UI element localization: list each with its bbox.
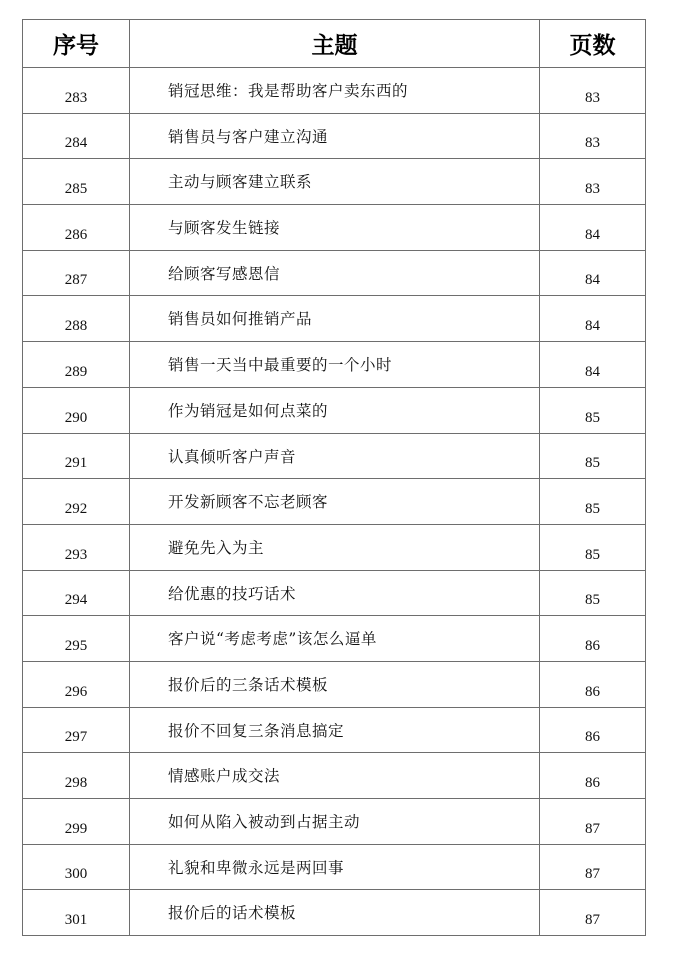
row-page: 83 xyxy=(540,113,646,159)
row-page: 87 xyxy=(540,844,646,890)
row-topic: 销售员如何推销产品 xyxy=(130,296,540,342)
table-row xyxy=(23,113,646,159)
row-number: 292 xyxy=(23,479,130,525)
row-page: 86 xyxy=(540,616,646,662)
row-topic: 认真倾听客户声音 xyxy=(130,433,540,479)
row-page: 86 xyxy=(540,661,646,707)
table-row xyxy=(23,250,646,296)
table-row xyxy=(23,799,646,845)
row-topic: 报价后的话术模板 xyxy=(130,890,540,936)
row-number: 283 xyxy=(23,68,130,114)
row-number: 288 xyxy=(23,296,130,342)
row-number: 298 xyxy=(23,753,130,799)
table-row xyxy=(23,159,646,205)
table-row xyxy=(23,296,646,342)
row-topic: 情感账户成交法 xyxy=(130,753,540,799)
row-topic: 销售一天当中最重要的一个小时 xyxy=(130,342,540,388)
row-number: 295 xyxy=(23,616,130,662)
row-topic: 销冠思维：我是帮助客户卖东西的 xyxy=(130,68,540,114)
row-topic: 开发新顾客不忘老顾客 xyxy=(130,479,540,525)
row-topic: 客户说“考虑考虑”该怎么逼单 xyxy=(130,616,540,662)
row-topic: 避免先入为主 xyxy=(130,524,540,570)
row-number: 301 xyxy=(23,890,130,936)
row-page: 86 xyxy=(540,707,646,753)
row-page: 87 xyxy=(540,890,646,936)
row-number: 294 xyxy=(23,570,130,616)
row-number: 286 xyxy=(23,205,130,251)
row-number: 297 xyxy=(23,707,130,753)
row-number: 300 xyxy=(23,844,130,890)
row-number: 296 xyxy=(23,661,130,707)
table-row xyxy=(23,387,646,433)
row-page: 85 xyxy=(540,433,646,479)
table-row xyxy=(23,661,646,707)
table-row xyxy=(23,342,646,388)
row-page: 85 xyxy=(540,479,646,525)
row-page: 85 xyxy=(540,387,646,433)
row-number: 293 xyxy=(23,524,130,570)
row-page: 84 xyxy=(540,205,646,251)
row-number: 285 xyxy=(23,159,130,205)
row-topic: 销售员与客户建立沟通 xyxy=(130,113,540,159)
header-page: 页数 xyxy=(540,20,646,68)
row-topic: 主动与顾客建立联系 xyxy=(130,159,540,205)
row-topic: 报价不回复三条消息搞定 xyxy=(130,707,540,753)
table-row xyxy=(23,205,646,251)
row-page: 85 xyxy=(540,570,646,616)
table-row xyxy=(23,753,646,799)
row-topic: 报价后的三条话术模板 xyxy=(130,661,540,707)
row-page: 85 xyxy=(540,524,646,570)
row-number: 287 xyxy=(23,250,130,296)
row-topic: 给顾客写感恩信 xyxy=(130,250,540,296)
row-page: 83 xyxy=(540,159,646,205)
row-topic: 礼貌和卑微永远是两回事 xyxy=(130,844,540,890)
row-number: 289 xyxy=(23,342,130,388)
table-row xyxy=(23,616,646,662)
row-page: 84 xyxy=(540,296,646,342)
row-topic: 与顾客发生链接 xyxy=(130,205,540,251)
row-page: 84 xyxy=(540,250,646,296)
table-row xyxy=(23,479,646,525)
table-row xyxy=(23,433,646,479)
row-topic: 给优惠的技巧话术 xyxy=(130,570,540,616)
row-page: 87 xyxy=(540,799,646,845)
table-row xyxy=(23,844,646,890)
row-topic: 如何从陷入被动到占据主动 xyxy=(130,799,540,845)
table-row xyxy=(23,570,646,616)
row-page: 86 xyxy=(540,753,646,799)
row-number: 284 xyxy=(23,113,130,159)
table-row xyxy=(23,890,646,936)
table-row xyxy=(23,524,646,570)
header-number: 序号 xyxy=(23,20,130,68)
row-number: 299 xyxy=(23,799,130,845)
row-number: 291 xyxy=(23,433,130,479)
header-row xyxy=(23,20,646,68)
row-number: 290 xyxy=(23,387,130,433)
header-topic: 主题 xyxy=(130,20,540,68)
row-page: 83 xyxy=(540,68,646,114)
toc-table xyxy=(22,19,646,936)
table-row xyxy=(23,68,646,114)
table-row xyxy=(23,707,646,753)
row-page: 84 xyxy=(540,342,646,388)
row-topic: 作为销冠是如何点菜的 xyxy=(130,387,540,433)
